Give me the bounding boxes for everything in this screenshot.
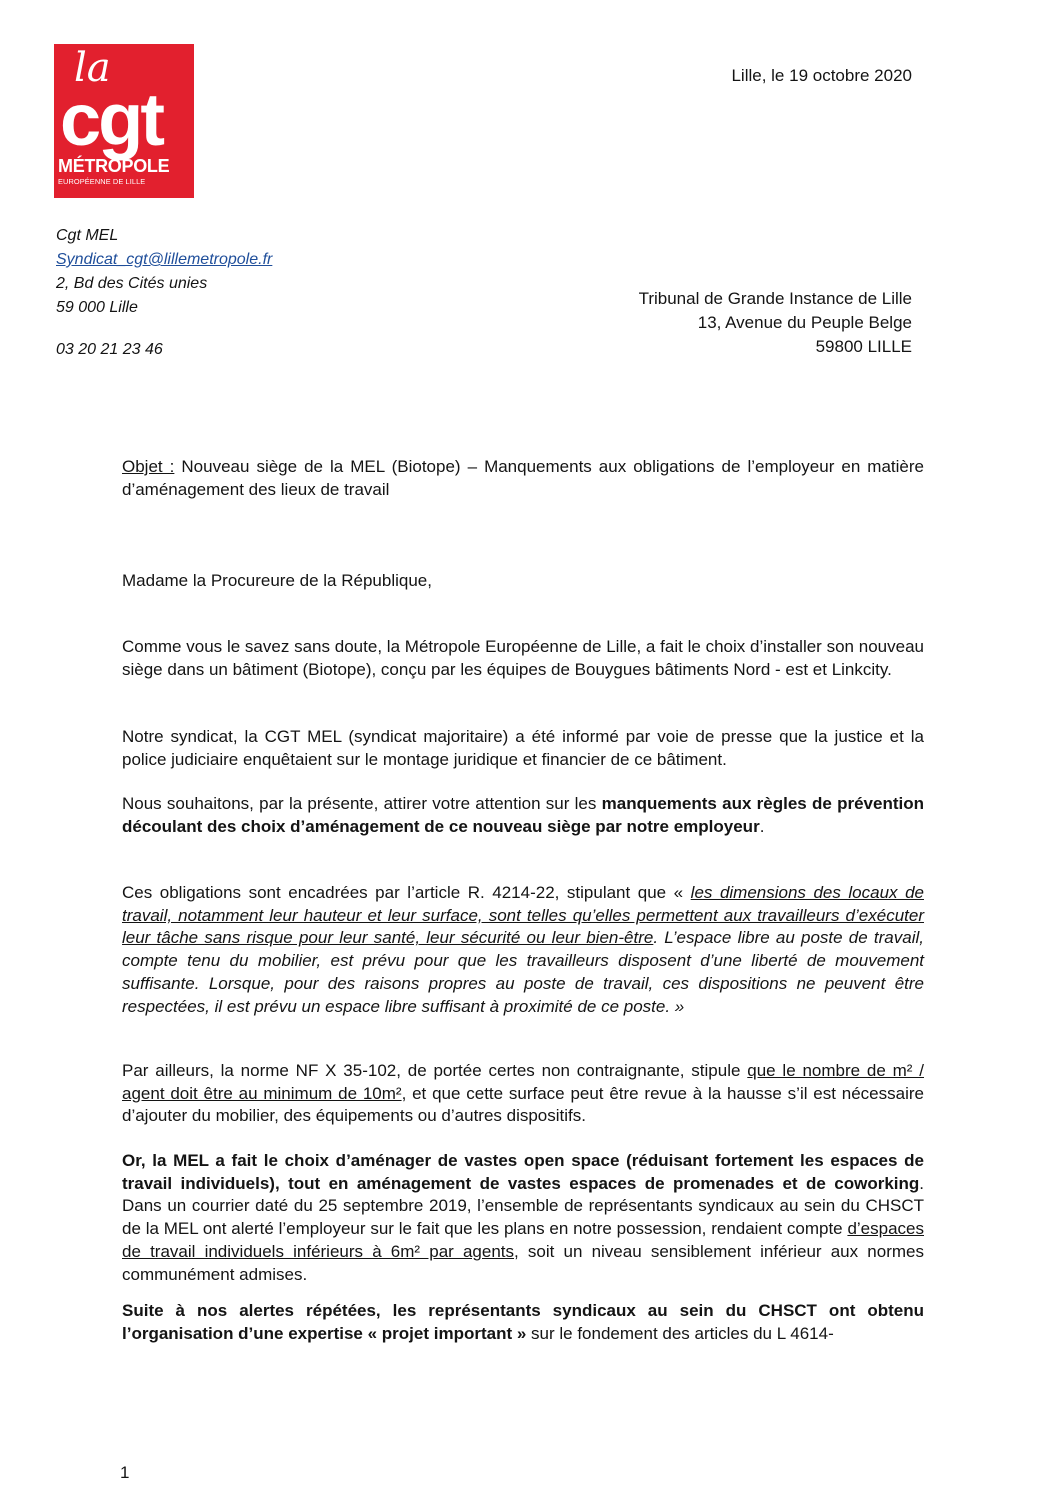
paragraph-4 bbox=[122, 882, 924, 1018]
p3-text-a: Nous souhaitons, par la présente, attirer votre attention sur les bbox=[122, 794, 602, 813]
paragraph-3 bbox=[122, 793, 924, 838]
subject-text: Nouveau siège de la MEL (Biotope) – Manquements aux obligations de l’employeur en matière d’aménagement des lieux de travail bbox=[122, 457, 924, 499]
p3-bold: manquements aux règles de prévention découlant des choix d’aménagement de ce nouveau siège par notre employeur bbox=[122, 794, 924, 836]
sender-city: 59 000 Lille bbox=[56, 299, 138, 316]
p7-text-b: sur le fondement des articles du L 4614- bbox=[526, 1323, 834, 1343]
p5-text-c: , et que cette surface peut être revue à la hausse s’il est nécessaire d’ajouter du mobilier, des équipements ou d’autres dispositifs. bbox=[122, 1083, 924, 1126]
salutation: Madame la Procureure de la République, bbox=[122, 571, 432, 590]
logo-cgt-text: cgt bbox=[60, 78, 162, 161]
letter-date: Lille, le 19 octobre 2020 bbox=[731, 66, 912, 85]
sender-block bbox=[56, 224, 272, 362]
logo-subtitle-text: EUROPÉENNE DE LILLE bbox=[58, 177, 146, 186]
logo-la-text: la bbox=[74, 45, 111, 91]
p6-text-d: , soit un niveau sensiblement inférieur aux normes communément admises. bbox=[122, 1241, 924, 1284]
subject-label: Objet : bbox=[122, 457, 175, 476]
p5-text-a: Par ailleurs, la norme NF X 35-102, de portée certes non contraignante, stipule bbox=[122, 1061, 748, 1080]
sender-email-link[interactable]: Syndicat_cgt@lillemetropole.fr bbox=[56, 251, 273, 268]
paragraph-5 bbox=[122, 1060, 924, 1128]
p4-quote-rest: . L’espace libre au poste de travail, compte tenu du mobilier, est prévu pour que les travailleurs disposent d’une liberté de mouvement suffisante. Lorsque, pour des raisons propres au poste de travail, ces dispositions ne peuvent être respectées, il est prévu un espace libre suffisant à proximité de ce poste. » bbox=[122, 928, 924, 1016]
p6-underlined: d’espaces de travail individuels inférieurs à 6m² par agents bbox=[122, 1219, 924, 1261]
p7-bold: Suite à nos alertes répétées, les représentants syndicaux au sein du CHSCT ont obtenu l’organisation d’une expertise « projet important » bbox=[122, 1301, 924, 1343]
cgt-logo bbox=[54, 44, 194, 198]
recipient-line-3: 59800 LILLE bbox=[815, 337, 912, 356]
sender-street: 2, Bd des Cités unies bbox=[56, 275, 208, 292]
logo-metropole-text: MÉTROPOLE bbox=[58, 156, 170, 176]
paragraph-7 bbox=[122, 1300, 924, 1345]
page-number: 1 bbox=[120, 1463, 130, 1482]
subject-line bbox=[122, 456, 924, 501]
p4-quote-underlined: les dimensions des locaux de travail, notamment leur hauteur et leur surface, sont telles qu’elles permettent aux travailleurs d’exécuter leur tâche sans risque pour leur santé, leur sécurité ou leur bien-être bbox=[122, 883, 924, 948]
recipient-block bbox=[639, 287, 912, 359]
paragraph-6 bbox=[122, 1150, 924, 1286]
p6-text-b: . Dans un courrier daté du 25 septembre 2019, l’ensemble de représentants syndicaux au sein du CHSCT de la MEL ont alerté l’employeur sur le fait que les plans en notre possession, rendaient compte bbox=[122, 1173, 924, 1239]
paragraph-2: Notre syndicat, la CGT MEL (syndicat majoritaire) a été informé par voie de presse que la justice et la police judiciaire enquêtaient sur le montage juridique et financier de ce bâtiment. bbox=[122, 727, 924, 769]
p3-text-c: . bbox=[759, 816, 765, 836]
p5-underlined: que le nombre de m² / agent doit être au minimum de 10m² bbox=[122, 1061, 924, 1103]
p6-bold: Or, la MEL a fait le choix d’aménager de vastes open space (réduisant fortement les espaces de travail individuels), tout en aménagement de vastes espaces de promenades et de coworking bbox=[122, 1151, 924, 1193]
recipient-line-1: Tribunal de Grande Instance de Lille bbox=[638, 289, 912, 308]
paragraph-1: Comme vous le savez sans doute, la Métropole Européenne de Lille, a fait le choix d’installer son nouveau siège dans un bâtiment (Biotope), conçu par les équipes de Bouygues bâtiments Nord - est et Linkcity. bbox=[122, 637, 924, 679]
sender-phone: 03 20 21 23 46 bbox=[56, 341, 163, 358]
recipient-line-2: 13, Avenue du Peuple Belge bbox=[697, 313, 912, 332]
p4-text-a: Ces obligations sont encadrées par l’article R. 4214-22, stipulant que « bbox=[122, 883, 691, 902]
sender-name: Cgt MEL bbox=[56, 227, 119, 244]
